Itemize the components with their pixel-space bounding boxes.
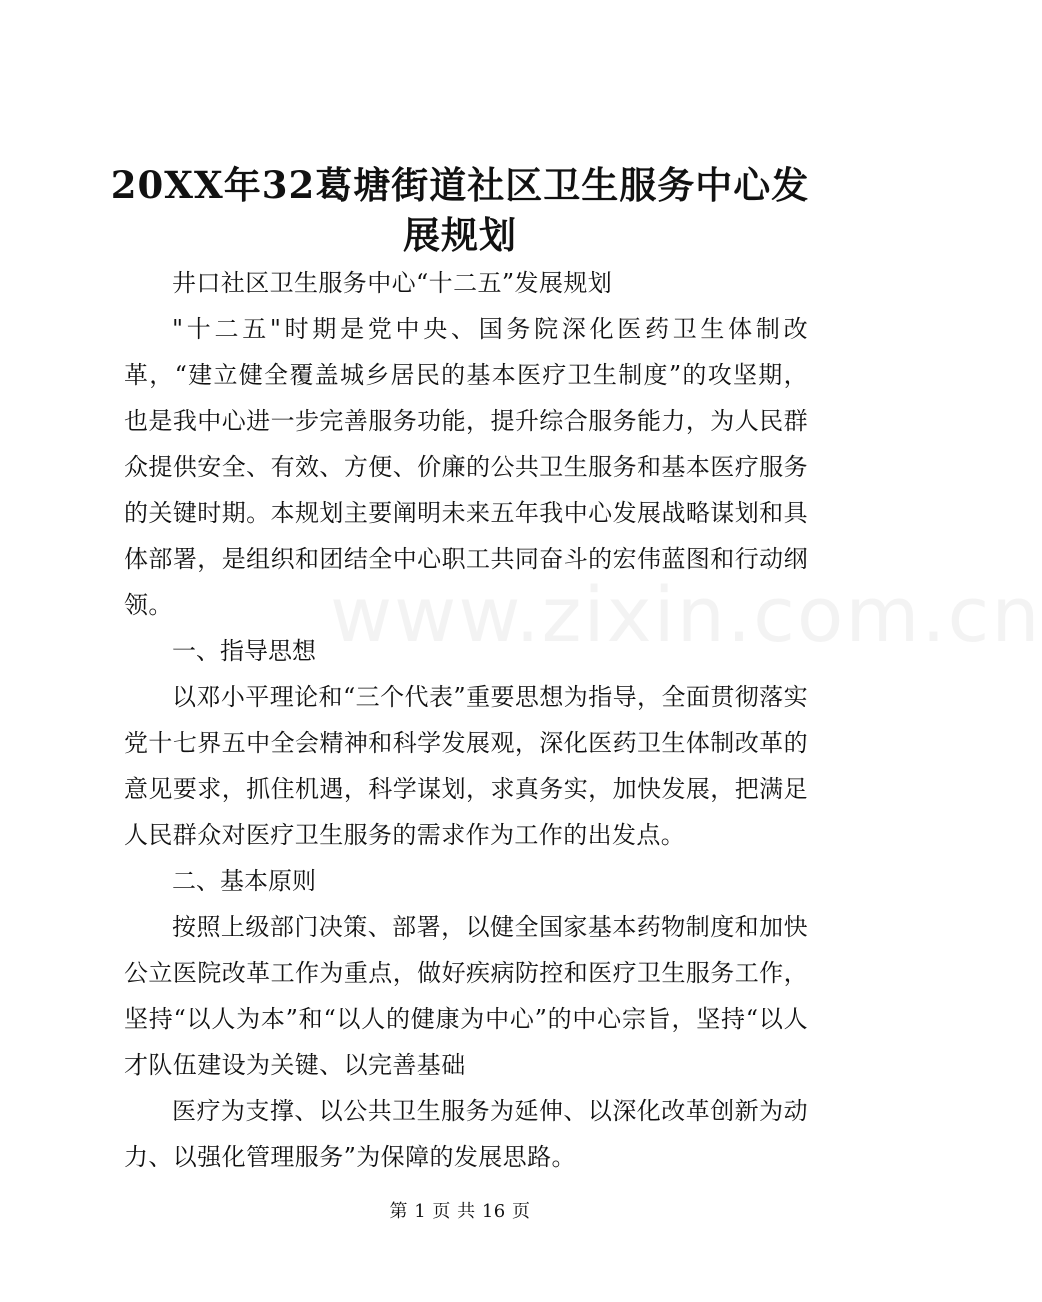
body-paragraph: 以邓小平理论和“三个代表”重要思想为指导，全面贯彻落实党十七界五中全会精神和科学发展观，深化医药卫生体制改革的意见要求，抓住机遇，科学谋划，求真务实，加快发展，把满足人民群众对医疗卫生服务的需求作为工作的出发点。 (124, 683, 808, 849)
section-heading-guiding-thought: 一、指导思想 (172, 637, 316, 665)
body-paragraph: 按照上级部门决策、部署，以健全国家基本药物制度和加快公立医院改革工作为重点，做好疾病防控和医疗卫生服务工作，坚持“以人为本”和“以人的健康为中心”的中心宗旨，坚持“以人才队伍建设为关键、以完善基础 (124, 913, 808, 1079)
body-paragraph: 医疗为支撑、以公共卫生服务为延伸、以深化改革创新为动力、以强化管理服务”为保障的发展思路。 (124, 1097, 808, 1171)
document-body (124, 260, 808, 1180)
section-heading-basic-principles: 二、基本原则 (172, 867, 316, 895)
page-number-footer: 第 1 页 共 16 页 (389, 1201, 531, 1222)
watermark: www.zixin.com.cn (330, 570, 1042, 659)
subtitle-paragraph: 井口社区卫生服务中心“十二五”发展规划 (172, 269, 613, 297)
document-title: 20XX年32葛塘街道社区卫生服务中心发展规划 (110, 163, 810, 257)
body-paragraph: "十二五"时期是党中央、国务院深化医药卫生体制改革，“建立健全覆盖城乡居民的基本医疗卫生制度”的攻坚期，也是我中心进一步完善服务功能，提升综合服务能力，为人民群众提供安全、有效、方便、价廉的公共卫生服务和基本医疗服务的关键时期。本规划主要阐明未来五年我中心发展战略谋划和具体部署，是组织和团结全中心职工共同奋斗的宏伟蓝图和行动纲领。 (124, 315, 808, 619)
